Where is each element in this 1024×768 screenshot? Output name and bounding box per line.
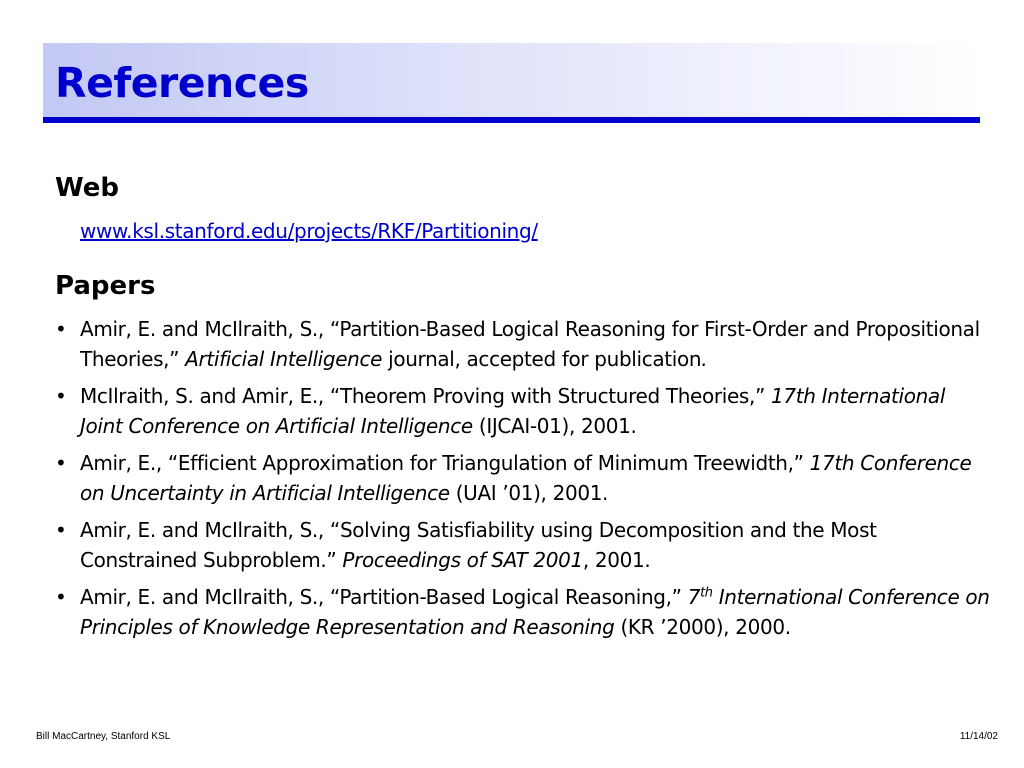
paper-venue: Artificial Intelligence bbox=[185, 347, 383, 371]
paper-citation-tail: (IJCAI-01), 2001. bbox=[472, 414, 637, 438]
paper-citation: Amir, E. and McIlraith, S., “Partition-Based Logical Reasoning for First-Order and Propositional Theories,” bbox=[80, 317, 980, 371]
paper-item bbox=[55, 314, 990, 374]
paper-venue-prefix: 7 bbox=[687, 585, 701, 609]
paper-citation: Amir, E. and McIlraith, S., “Partition-Based Logical Reasoning,” bbox=[80, 585, 688, 609]
paper-venue: 17th International Joint Conference on Artificial Intelligence bbox=[80, 384, 946, 438]
bullet-icon: • bbox=[55, 518, 67, 542]
paper-citation-tail: , 2001. bbox=[582, 548, 651, 572]
paper-venue: Proceedings of SAT 2001 bbox=[342, 548, 583, 572]
paper-citation: Amir, E., “Efficient Approximation for Triangulation of Minimum Treewidth,” bbox=[80, 451, 810, 475]
bullet-icon: • bbox=[55, 384, 67, 408]
web-heading: Web bbox=[55, 173, 119, 203]
papers-list bbox=[55, 314, 990, 649]
paper-item bbox=[55, 515, 990, 575]
bullet-icon: • bbox=[55, 317, 67, 341]
bullet-icon: • bbox=[55, 585, 67, 609]
title-underline bbox=[43, 117, 980, 123]
paper-citation: McIlraith, S. and Amir, E., “Theorem Proving with Structured Theories,” bbox=[80, 384, 772, 408]
footer-date: 11/14/02 bbox=[959, 731, 998, 742]
bullet-icon: • bbox=[55, 451, 67, 475]
project-web-link[interactable]: www.ksl.stanford.edu/projects/RKF/Partitioning/ bbox=[80, 219, 538, 243]
paper-citation-tail: journal, accepted for publication bbox=[382, 347, 702, 371]
paper-venue-suffix: . bbox=[701, 347, 708, 371]
paper-citation: Amir, E. and McIlraith, S., “Solving Satisfiability using Decomposition and the Most Constrained Subproblem.” bbox=[80, 518, 877, 572]
papers-heading: Papers bbox=[55, 271, 156, 301]
paper-venue: International Conference on Principles of Knowledge Representation and Reasoning bbox=[80, 585, 990, 639]
paper-venue-superscript: th bbox=[700, 585, 713, 601]
paper-venue: 17th Conference on Uncertainty in Artificial Intelligence bbox=[80, 451, 972, 505]
paper-citation-tail: (UAI ’01), 2001. bbox=[449, 481, 609, 505]
paper-item bbox=[55, 582, 990, 642]
paper-citation-tail: (KR ’2000), 2000. bbox=[614, 615, 791, 639]
slide-title: References bbox=[55, 59, 309, 107]
paper-item bbox=[55, 448, 990, 508]
paper-item bbox=[55, 381, 990, 441]
footer-author: Bill MacCartney, Stanford KSL bbox=[36, 731, 171, 742]
